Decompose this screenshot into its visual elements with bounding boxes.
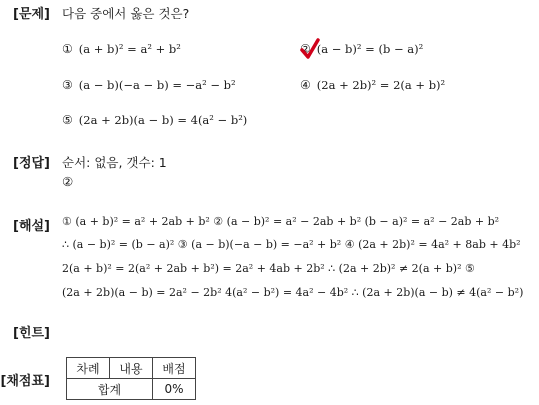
answer-meta: 순서: 없음, 갯수: 1 [62, 155, 167, 170]
choice-1[interactable] [62, 42, 181, 56]
score-table-header: 내용 [110, 358, 153, 379]
explanation-line: 2(a + b)² = 2(a² + 2ab + b²) = 2a² + 4ab + 2b² ∴ (2a + 2b)² ≠ 2(a + b)² ⑤ [62, 262, 475, 275]
explanation-line: ∴ (a − b)² = (b − a)² ③ (a − b)(−a − b) = −a² + b² ④ (2a + 2b)² = 4a² + 8ab + 4b² [62, 238, 521, 251]
score-table-header: 차례 [67, 358, 110, 379]
answer-label: [정답] [13, 156, 50, 171]
score-table [66, 357, 196, 400]
explanation-line: (2a + 2b)(a − b) = 2a² − 2b² 4(a² − b²) = 4a² − 4b² ∴ (2a + 2b)(a − b) ≠ 4(a² − b²) [62, 286, 524, 299]
check-mark-icon [300, 38, 320, 60]
answer-value: ② [62, 174, 74, 189]
choice-number: ① [62, 42, 73, 56]
question-text: 다음 중에서 옳은 것은? [62, 6, 190, 21]
score-total-value: 0% [153, 379, 196, 400]
score-total-label: 합계 [67, 379, 153, 400]
choice-number: ④ [300, 78, 311, 92]
choice-expression: (a + b)² = a² + b² [78, 42, 181, 56]
explanation-label: [해설] [13, 219, 50, 234]
score-table-header-row [67, 358, 196, 379]
choice-5[interactable] [62, 113, 247, 127]
choice-expression: (a − b)(−a − b) = −a² − b² [78, 78, 236, 92]
choice-number: ⑤ [62, 113, 73, 127]
score-table-header: 배점 [153, 358, 196, 379]
choice-4[interactable] [300, 78, 445, 92]
explanation-line: ① (a + b)² = a² + 2ab + b² ② (a − b)² = a² − 2ab + b² (b − a)² = a² − 2ab + b² [62, 215, 500, 228]
choice-expression: (2a + 2b)² = 2(a + b)² [316, 78, 446, 92]
choice-expression: (a − b)² = (b − a)² [316, 42, 424, 56]
score-table-label: [채점표] [0, 374, 50, 389]
score-table-total-row [67, 379, 196, 400]
problem-label: [문제] [13, 7, 50, 22]
choice-number: ② [300, 42, 311, 56]
hint-label: [힌트] [13, 326, 50, 341]
choice-number: ③ [62, 78, 73, 92]
choice-3[interactable] [62, 78, 236, 92]
choice-expression: (2a + 2b)(a − b) = 4(a² − b²) [78, 113, 248, 127]
